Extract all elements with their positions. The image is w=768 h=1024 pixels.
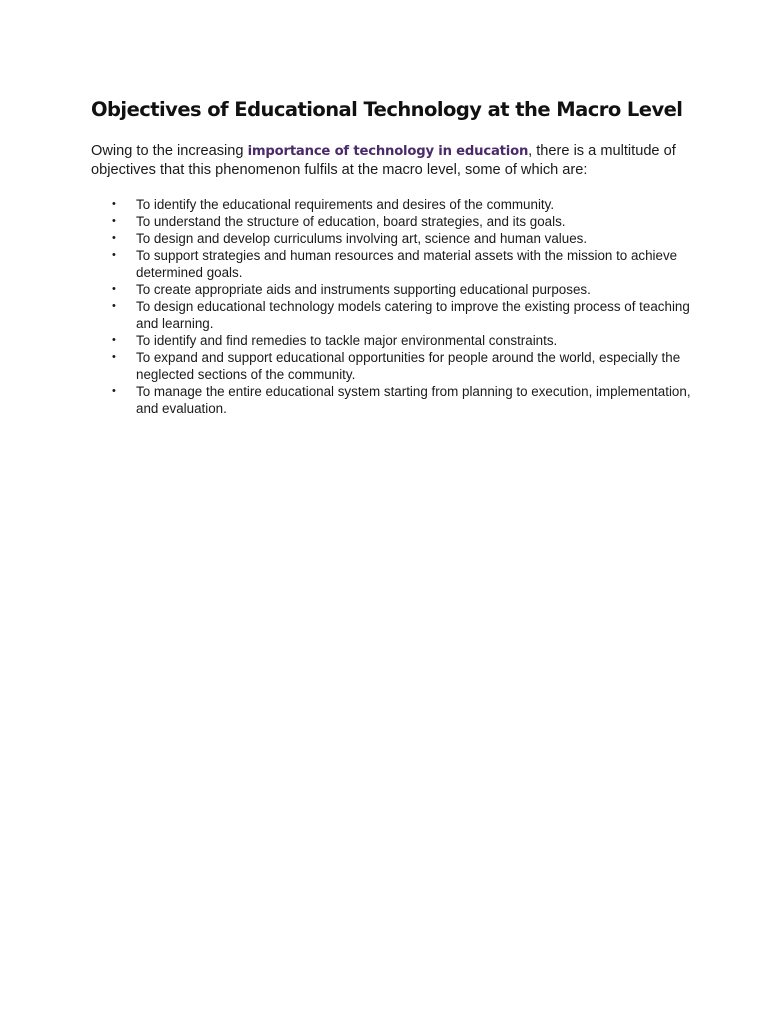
list-item-text: To understand the structure of education, board strategies, and its goals. [136, 214, 566, 229]
bullet-icon: • [112, 300, 116, 312]
objectives-list [91, 196, 691, 417]
list-item-text: To identify the educational requirements and desires of the community. [136, 197, 555, 212]
list-item-text: To design and develop curriculums involving art, science and human values. [136, 231, 588, 246]
bullet-icon: • [112, 198, 116, 210]
importance-of-technology-link[interactable]: importance of technology in education [247, 144, 529, 159]
list-item [91, 196, 691, 213]
bullet-icon: • [112, 232, 116, 244]
document-page [91, 95, 691, 417]
bullet-icon: • [112, 283, 116, 295]
bullet-icon: • [112, 249, 116, 261]
list-item-text: To design educational technology models catering to improve the existing process of teaching and learning. [136, 299, 690, 331]
list-item [91, 298, 691, 332]
bullet-icon: • [112, 334, 116, 346]
list-item-text: To create appropriate aids and instruments supporting educational purposes. [136, 282, 591, 297]
list-item [91, 281, 691, 298]
list-item [91, 230, 691, 247]
intro-text-end: , there is a multitude of objectives that this phenomenon fulfils at the macro level, some of which are: [91, 143, 676, 178]
bullet-icon: • [112, 351, 116, 363]
list-item-text: To manage the entire educational system starting from planning to execution, implementation, and evaluation. [136, 384, 691, 416]
list-item [91, 213, 691, 230]
bullet-icon: • [112, 385, 116, 397]
page-title: Objectives of Educational Technology at the Macro Level [91, 98, 683, 121]
list-item [91, 332, 691, 349]
bullet-icon: • [112, 215, 116, 227]
list-item [91, 349, 691, 383]
list-item-text: To identify and find remedies to tackle major environmental constraints. [136, 333, 558, 348]
list-item-text: To support strategies and human resources and material assets with the mission to achieve determined goals. [136, 248, 678, 280]
list-item [91, 247, 691, 281]
list-item-text: To expand and support educational opportunities for people around the world, especially the neglected sections of the community. [136, 350, 681, 382]
intro-paragraph [91, 142, 691, 180]
list-item [91, 383, 691, 417]
intro-text-start: Owing to the increasing [91, 143, 248, 159]
